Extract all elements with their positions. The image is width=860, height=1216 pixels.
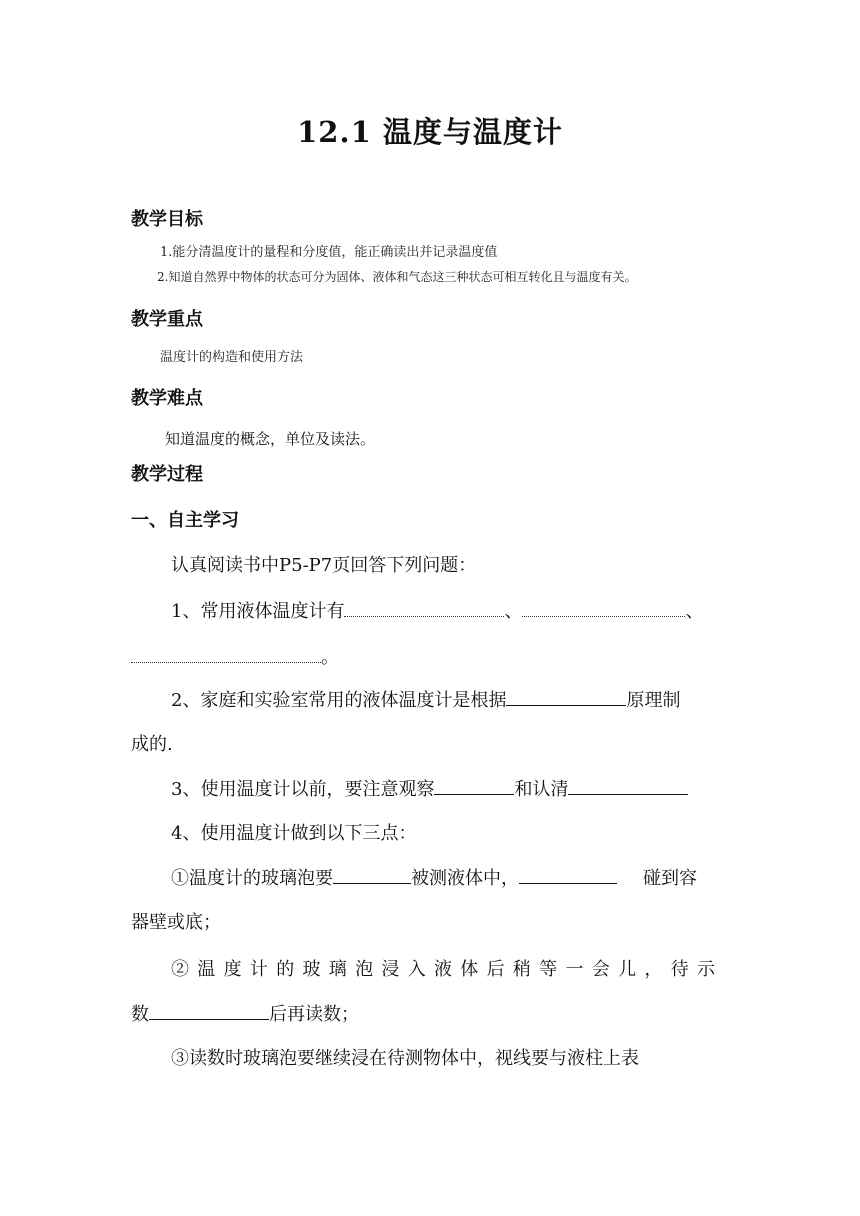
heading-process: 教学过程 xyxy=(131,464,203,485)
point-2-continued xyxy=(131,1000,359,1026)
question-2-continued: 成的. xyxy=(131,734,173,755)
heading-self-study: 一、自主学习 xyxy=(131,510,239,531)
page-title: 12.1 温度与温度计 xyxy=(297,115,563,149)
heading-key-points: 教学重点 xyxy=(131,309,203,330)
answer-blank-p1a[interactable] xyxy=(333,864,411,884)
question-3-mid: 和认清 xyxy=(514,779,569,800)
answer-blank-p2[interactable] xyxy=(149,1000,269,1020)
question-1-sep1: 、 xyxy=(504,601,523,622)
point-1-mid: 被测液体中， xyxy=(411,868,519,889)
objective-item-1: 1.能分清温度计的量程和分度值，能正确读出并记录温度值 xyxy=(160,245,498,260)
point-2: ②温度计的玻璃泡浸入液体后稍等一会儿，待示 xyxy=(171,959,724,980)
point-1 xyxy=(171,864,697,890)
question-4: 4、使用温度计做到以下三点： xyxy=(171,823,417,844)
answer-blank-1c[interactable] xyxy=(131,643,321,663)
question-2-prefix: 2、家庭和实验室常用的液体温度计是根据 xyxy=(171,690,507,711)
key-points-text: 温度计的构造和使用方法 xyxy=(160,350,304,365)
question-1-prefix: 1、常用液体温度计有 xyxy=(171,601,345,622)
answer-blank-3b[interactable] xyxy=(568,775,688,795)
question-2-suffix: 原理制 xyxy=(626,690,681,711)
point-2-cont-suffix: 后再读数； xyxy=(269,1004,359,1025)
point-1-continued: 器壁或底； xyxy=(131,912,221,933)
objective-item-2: 2.知道自然界中物体的状态可分为固体、液体和气态这三种状态可相互转化且与温度有关。 xyxy=(157,270,637,284)
difficulties-text: 知道温度的概念，单位及读法。 xyxy=(165,430,376,448)
question-1-end: 。 xyxy=(321,647,339,668)
question-3 xyxy=(171,775,688,801)
answer-blank-1a[interactable] xyxy=(344,597,504,617)
heading-objectives: 教学目标 xyxy=(131,209,203,230)
answer-blank-1b[interactable] xyxy=(522,597,685,617)
self-study-intro: 认真阅读书中P5-P7页回答下列问题： xyxy=(171,555,477,576)
point-3: ③读数时玻璃泡要继续浸在待测物体中，视线要与液柱上表 xyxy=(171,1048,639,1069)
question-1-continued xyxy=(131,643,339,669)
point-1-prefix: ①温度计的玻璃泡要 xyxy=(171,868,333,889)
point-2-cont-prefix: 数 xyxy=(131,1004,149,1025)
question-2 xyxy=(171,686,680,712)
question-1 xyxy=(171,597,703,623)
question-3-prefix: 3、使用温度计以前，要注意观察 xyxy=(171,779,435,800)
heading-difficulties: 教学难点 xyxy=(131,388,203,409)
point-1-suffix: 碰到容 xyxy=(643,868,697,889)
answer-blank-p1b[interactable] xyxy=(519,864,617,884)
answer-blank-2[interactable] xyxy=(506,686,626,706)
question-1-sep2: 、 xyxy=(685,601,704,622)
answer-blank-3a[interactable] xyxy=(434,775,514,795)
